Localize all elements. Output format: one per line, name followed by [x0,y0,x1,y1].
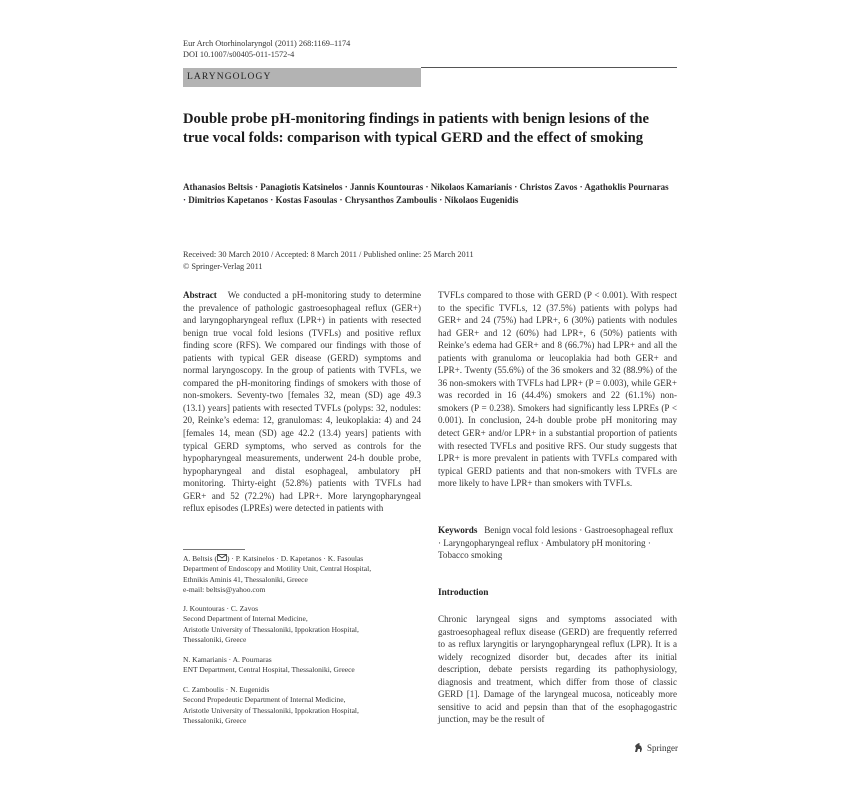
affiliation [183,655,413,676]
affiliation-line: Aristotle University of Thessaloniki, Ippokration Hospital, [183,624,359,634]
keywords [438,524,677,562]
affiliation-names: N. Kamarianis · A. Pournaras [183,655,272,664]
footnote-rule [183,549,245,550]
affiliation [183,604,413,645]
affiliation-line: Thessaloniki, Greece [183,634,247,644]
affiliation-line: Ethnikis Aminis 41, Thessaloniki, Greece [183,574,308,584]
keywords-label: Keywords [438,525,478,535]
doi: DOI 10.1007/s00405-011-1572-4 [183,50,295,59]
affiliation-line: Second Department of Internal Medicine, [183,614,308,624]
affiliation-names: A. Beltsis ( ) · P. Katsinelos · D. Kapetanos · K. Fasoulas [183,554,364,563]
affiliation [183,554,413,595]
author-list: Athanasios Beltsis · Panagiotis Katsinelos · Jannis Kountouras · Nikolaos Kamarianis · Christos Zavos · Agathoklis Pournaras · Dimitrios Kapetanos · Kostas Fasoulas · Chrysanthos Zamboulis · Nikolaos Eugenidis [183,182,669,206]
publisher-logo [633,742,678,753]
introduction-heading: Introduction [438,588,489,598]
springer-horse-icon [633,742,644,753]
affiliation-line: Second Propedeutic Department of Internal Medicine, [183,695,346,705]
introduction-text: Chronic laryngeal signs and symptoms associated with gastroesophageal reflux disease (GERD) are frequently referred to as reflux laryngitis or laryngopharyngeal reflux (LPR). It is a widely recognized disorder but, decades after its initial description, debate persists regarding its pathophysiology, diagnosis and treatment, which differ from those of classic GERD [1]. Damage of the laryngeal mucosa, noticeably more sensitive to acid and pepsin than that of the esophagogastric junction, may be the result of [438,614,677,725]
affiliation-names: C. Zamboulis · N. Eugenidis [183,685,270,694]
journal-citation: Eur Arch Otorhinolaryngol (2011) 268:1169–1174 [183,39,351,48]
abstract-label: Abstract [183,290,217,300]
abstract-left-column [183,289,421,515]
author-email[interactable]: e-mail: beltsis@yahoo.com [183,584,266,594]
affiliation-line: Aristotle University of Thessaloniki, Ippokration Hospital, [183,705,359,715]
affiliation-line: ENT Department, Central Hospital, Thessaloniki, Greece [183,665,355,675]
abstract-right-column: TVFLs compared to those with GERD (P < 0.001). With respect to the specific TVFLs, 12 (37.5%) patients with polyps had GER+ and 24 (75%) had LPR+, 6 (30%) patients with nodules had GER+ and 12 (60%) had LPR+, 6 (50%) patients with Reinke’s edema had GER+ and 8 (66.7%) had LPR+ and all the patients with granuloma or leucoplakia had both GER+ and LPR+. Twenty (55.6%) of the 36 smokers and 32 (88.9%) of the 36 non-smokers with TVFLs had LPR+ (P = 0.003), while GER+ was recorded in 16 (44.4%) smokers and 22 (61.1%) non-smokers (P = 0.238). Smokers had significantly less LPREs (P < 0.001). In conclusion, 24-h double probe pH monitoring may detect GER+ and/or LPR+ in a substantial proportion of patients with resected TVFLs and positive RFS. Our study suggests that LPR+ is more prevalent in patients with TVFLs compared with typical GERD patients and that non-smokers with TVFLs are more likely to have LPR+ than smokers with TVFLs. [438,290,677,489]
affiliation [183,685,413,726]
abstract-text-left: We conducted a pH-monitoring study to determine the prevalence of pathologic gastroesophageal reflux (GER+) and laryngopharyngeal reflux (LPR+) in patients with resected benign true vocal fold lesions (TVFLs) and positive reflux finding score (RFS). We compared our findings with those of patients with typical GER disease (GERD) symptoms and normal laryngoscopy. In the group of patients with TVFLs, we compared the pH-monitoring findings of smokers with those of non-smokers. Seventy-two [females 32, mean (SD) age 49.3 (13.1) years] patients with resected TVFLs (polyps: 32, nodules: 20, Reinke’s edema: 12, granulomas: 4, leukoplakia: 4) and 24 [females 14, mean (SD) age 42.2 (13.4) years] patients with typical GERD symptoms, who served as controls for the hypopharyngeal measurements, underwent 24-h double probe, hypopharyngeal and distal esophageal, ambulatory pH monitoring. Thirty-eight (52.8%) patients with TVFLs had GER+ and 52 (72.2%) had LPR+. More laryngopharyngeal reflux episodes (LPREs) were detected in patients with [183,290,422,514]
affiliation-names: J. Kountouras · C. Zavos [183,604,258,613]
article-title: Double probe pH-monitoring findings in patients with benign lesions of the true vocal folds: comparison with typical GERD and the effect of smoking [183,111,650,146]
affiliation-line: Department of Endoscopy and Motility Unit, Central Hospital, [183,564,372,574]
copyright: © Springer-Verlag 2011 [183,262,263,271]
affiliation-line: Thessaloniki, Greece [183,715,247,725]
keywords-text: Benign vocal fold lesions · Gastroesophageal reflux · Laryngopharyngeal reflux · Ambulatory pH monitoring · Tobacco smoking [438,525,674,561]
section-label: LARYNGOLOGY [183,68,421,87]
history-dates: Received: 30 March 2010 / Accepted: 8 March 2011 / Published online: 25 March 2011 [183,250,474,259]
publication-dates [183,249,663,273]
publisher-name: Springer [647,742,678,753]
section-rule [421,67,677,68]
envelope-icon [217,554,227,564]
